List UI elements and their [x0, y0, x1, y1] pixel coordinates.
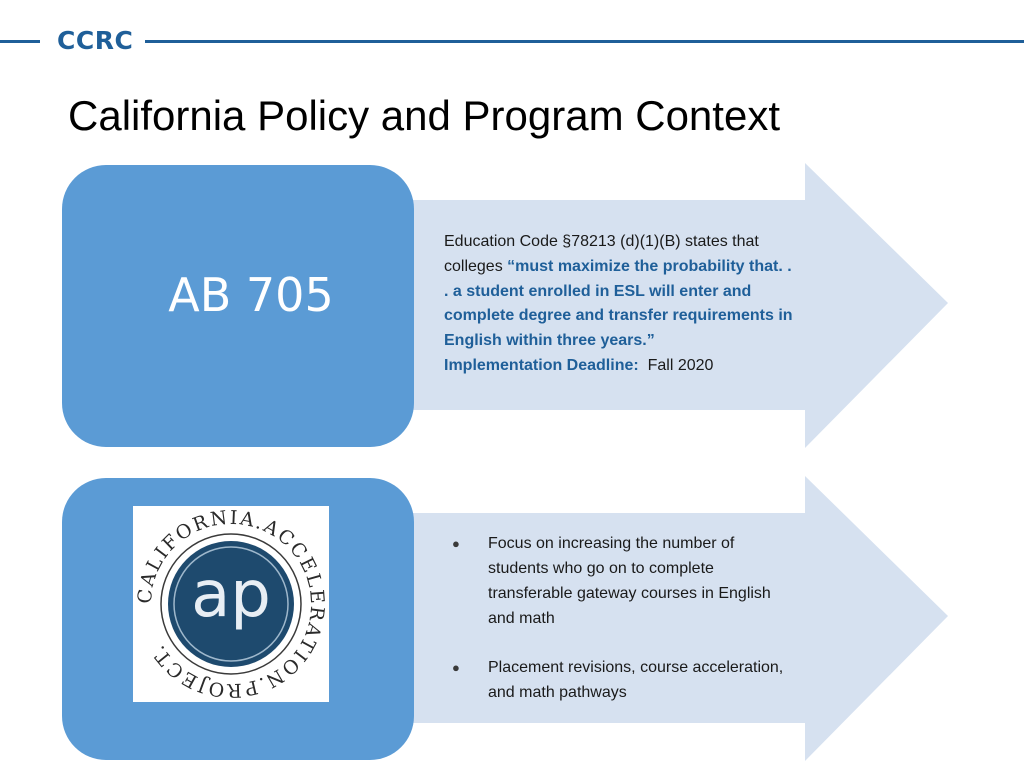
header-rule-right	[145, 40, 1024, 43]
svg-text:CALIFORNIA.ACCELERATION.PROJEC: CALIFORNIA.ACCELERATION.PROJECT.	[133, 506, 329, 702]
education-code-intro: Education Code §78213 (d)(1)(B) states that colleges	[444, 233, 759, 275]
deadline-value: Fall 2020	[647, 356, 714, 374]
svg-text:ap: ap	[191, 558, 271, 632]
bullet-text: Placement revisions, course acceleration, and math pathways	[488, 659, 784, 701]
brand-logo-text: CCRC	[57, 26, 134, 55]
education-code-quote: “must maximize the probability that. . . a student enrolled in ESL will enter and complete degree and transfer requirements in English within three years.”	[444, 257, 793, 350]
ab705-label: AB 705	[168, 268, 334, 322]
bullet-icon: ●	[452, 660, 460, 675]
list-item	[452, 531, 792, 631]
page-title: California Policy and Program Context	[68, 92, 780, 139]
ab705-description	[444, 230, 794, 379]
header-rule-left	[0, 40, 40, 43]
list-item	[452, 655, 792, 705]
cap-seal-icon	[133, 506, 329, 702]
bullet-text: Focus on increasing the number of students who go on to complete transferable gateway courses in English and math	[488, 535, 771, 627]
ab705-box	[62, 165, 414, 447]
cap-bullet-list	[452, 531, 792, 729]
deadline-label: Implementation Deadline:	[444, 356, 639, 374]
bullet-icon: ●	[452, 536, 460, 551]
california-acceleration-project-logo	[133, 506, 329, 702]
